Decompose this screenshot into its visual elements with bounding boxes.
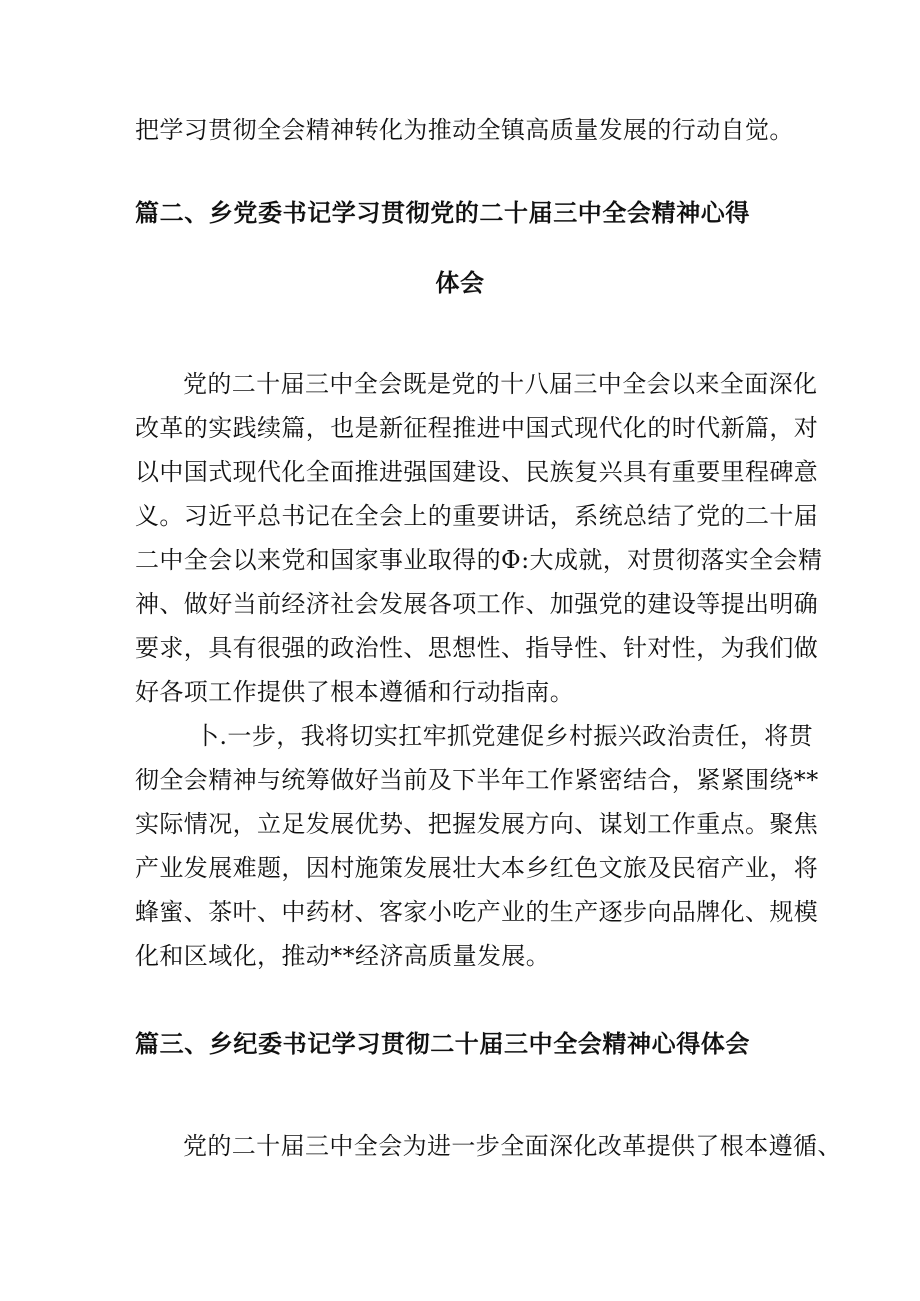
paragraph-line: 产业发展难题，因村施策发展壮大本乡红色文旅及民宿产业，将 — [135, 854, 819, 882]
paragraph-line: 要求，具有很强的政治性、思想性、指导性、针对性，为我们做 — [135, 634, 819, 662]
paragraph-line: 蜂蜜、茶叶、中药材、客家小吃产业的生产逐步向品牌化、规模 — [135, 898, 819, 926]
section-heading-2-continued: 体会 — [435, 268, 485, 297]
paragraph-line: 神、做好当前经济社会发展各项工作、加强党的建设等提出明确 — [135, 590, 819, 618]
paragraph-line: 化和区域化，推动**经济高质量发展。 — [135, 942, 551, 970]
paragraph-line: 党的二十届三中全会既是党的十八届三中全会以来全面深化 — [183, 370, 818, 398]
paragraph-line: 彻全会精神与统筹做好当前及下半年工作紧密结合，紧紧围绕** — [135, 766, 819, 794]
paragraph-line: 把学习贯彻全会精神转化为推动全镇高质量发展的行动自觉。 — [135, 116, 794, 144]
paragraph-line: 卜.一步，我将切实扛牢抓党建促乡村振兴政治责任，将贯 — [195, 722, 814, 750]
paragraph-line: 义。习近平总书记在全会上的重要讲话，系统总结了党的二十届 — [135, 502, 819, 530]
paragraph-line: 实际情况，立足发展优势、把握发展方向、谋划工作重点。聚焦 — [135, 810, 819, 838]
section-heading-3: 篇三、乡纪委书记学习贯彻二十届三中全会精神心得体会 — [135, 1029, 750, 1058]
paragraph-line: 改革的实践续篇，也是新征程推进中国式现代化的时代新篇，对 — [135, 414, 819, 442]
paragraph-line: 二中全会以来党和国家事业取得的Φ:大成就，对贯彻落实全会精 — [135, 546, 823, 574]
section-heading-2: 篇二、乡党委书记学习贯彻党的二十届三中全会精神心得 — [135, 198, 750, 227]
paragraph-line: 以中国式现代化全面推进强国建设、民族复兴具有重要里程碑意 — [135, 458, 819, 486]
paragraph-line: 党的二十届三中全会为进一步全面深化改革提供了根本遵循、 — [183, 1132, 842, 1160]
paragraph-line: 好各项工作提供了根本遵循和行动指南。 — [135, 678, 575, 706]
